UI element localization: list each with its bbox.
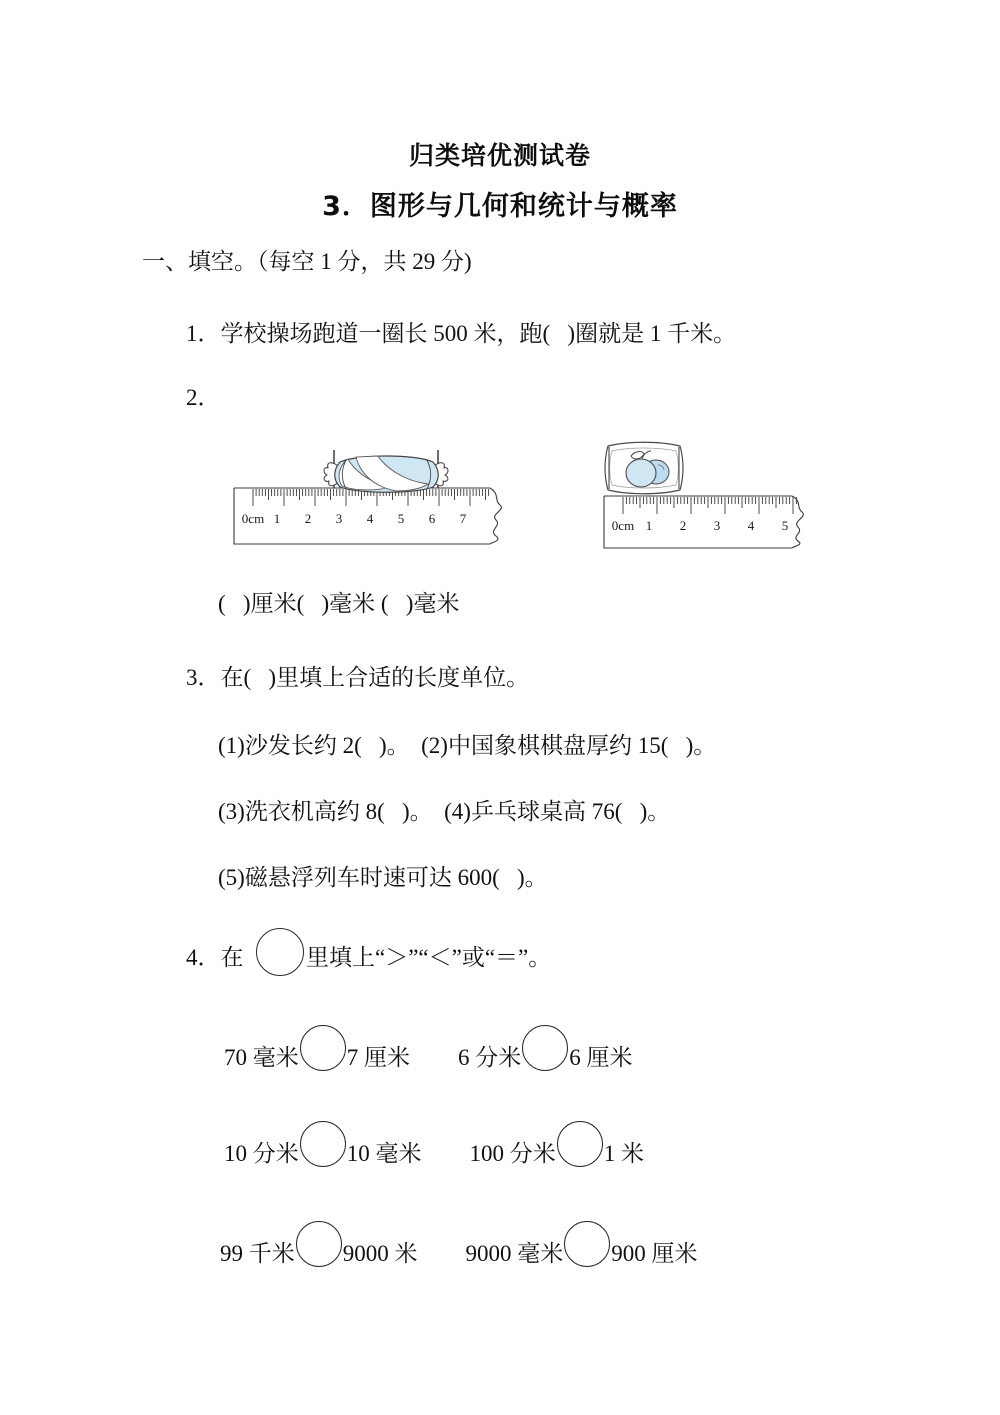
compare-right-operand: 9000 米: [342, 1240, 418, 1266]
compare-circle-icon: [256, 928, 304, 976]
svg-text:2: 2: [304, 511, 312, 526]
svg-text:3: 3: [713, 518, 721, 533]
section-heading-fill-in-blanks: 一、填空。（每空 1 分，共 29 分): [142, 249, 472, 274]
question-1-text: 1．学校操场跑道一圈长 500 米，跑( )圈就是 1 千米。: [186, 321, 737, 346]
svg-text:1: 1: [273, 511, 281, 526]
figure-candy-on-ruler: [228, 432, 528, 558]
compare-row: [220, 1228, 698, 1274]
compare-circle-icon[interactable]: [300, 1025, 346, 1071]
compare-left-operand: 10 分米: [224, 1140, 299, 1166]
svg-text:4: 4: [366, 511, 374, 526]
figure-fruit-bag-on-ruler: [598, 438, 814, 558]
compare-left-operand: 6 分米: [458, 1044, 522, 1070]
page-subtitle: 3．图形与几何和统计与概率: [322, 191, 678, 222]
svg-text:7: 7: [459, 511, 467, 526]
compare-right-operand: 10 毫米: [346, 1140, 422, 1166]
svg-text:4: 4: [747, 518, 755, 533]
compare-circle-icon[interactable]: [564, 1221, 610, 1267]
compare-right-operand: 6 厘米: [569, 1044, 633, 1070]
compare-left-operand: 99 千米: [220, 1240, 295, 1266]
question-2-number: 2．: [186, 385, 221, 410]
candy-glyph: [324, 456, 448, 492]
svg-text:2: 2: [679, 518, 687, 533]
compare-row: [224, 1032, 633, 1078]
svg-text:5: 5: [781, 518, 789, 533]
svg-text:3: 3: [335, 511, 343, 526]
compare-right-operand: 1 米: [603, 1140, 644, 1166]
svg-text:1: 1: [645, 518, 653, 533]
compare-circle-icon[interactable]: [557, 1121, 603, 1167]
compare-row: [224, 1128, 644, 1174]
ruler2-label-0cm: 0cm: [611, 518, 635, 533]
page-title: 归类培优测试卷: [408, 141, 591, 170]
compare-left-operand: 70 毫米: [224, 1044, 299, 1070]
question-2-answer-line: ( )厘米( )毫米 ( )毫米: [218, 591, 460, 616]
compare-right-operand: 900 厘米: [611, 1240, 698, 1266]
question-4-lead-after: 里填上“＞”“＜”或“＝”。: [306, 945, 552, 970]
svg-text:6: 6: [428, 511, 436, 526]
compare-circle-icon[interactable]: [296, 1221, 342, 1267]
compare-left-operand: 9000 毫米: [465, 1240, 564, 1266]
compare-left-operand: 100 分米: [469, 1140, 556, 1166]
question-3-line-2: (3)洗衣机高约 8( )。 (4)乒乓球桌高 76( )。: [218, 799, 671, 824]
svg-text:5: 5: [397, 511, 405, 526]
ruler1-label-0cm: 0cm: [241, 511, 265, 526]
question-3-line-3: (5)磁悬浮列车时速可达 600( )。: [218, 865, 548, 890]
question-4-lead-before: 4．在: [186, 945, 244, 970]
compare-right-operand: 7 厘米: [346, 1044, 410, 1070]
compare-circle-icon[interactable]: [300, 1121, 346, 1167]
compare-circle-icon[interactable]: [522, 1025, 568, 1071]
fruit-bag-glyph: [605, 442, 683, 494]
question-3-line-1: (1)沙发长约 2( )。 (2)中国象棋棋盘厚约 15( )。: [218, 733, 717, 758]
question-3-lead: 3．在( )里填上合适的长度单位。: [186, 665, 530, 690]
